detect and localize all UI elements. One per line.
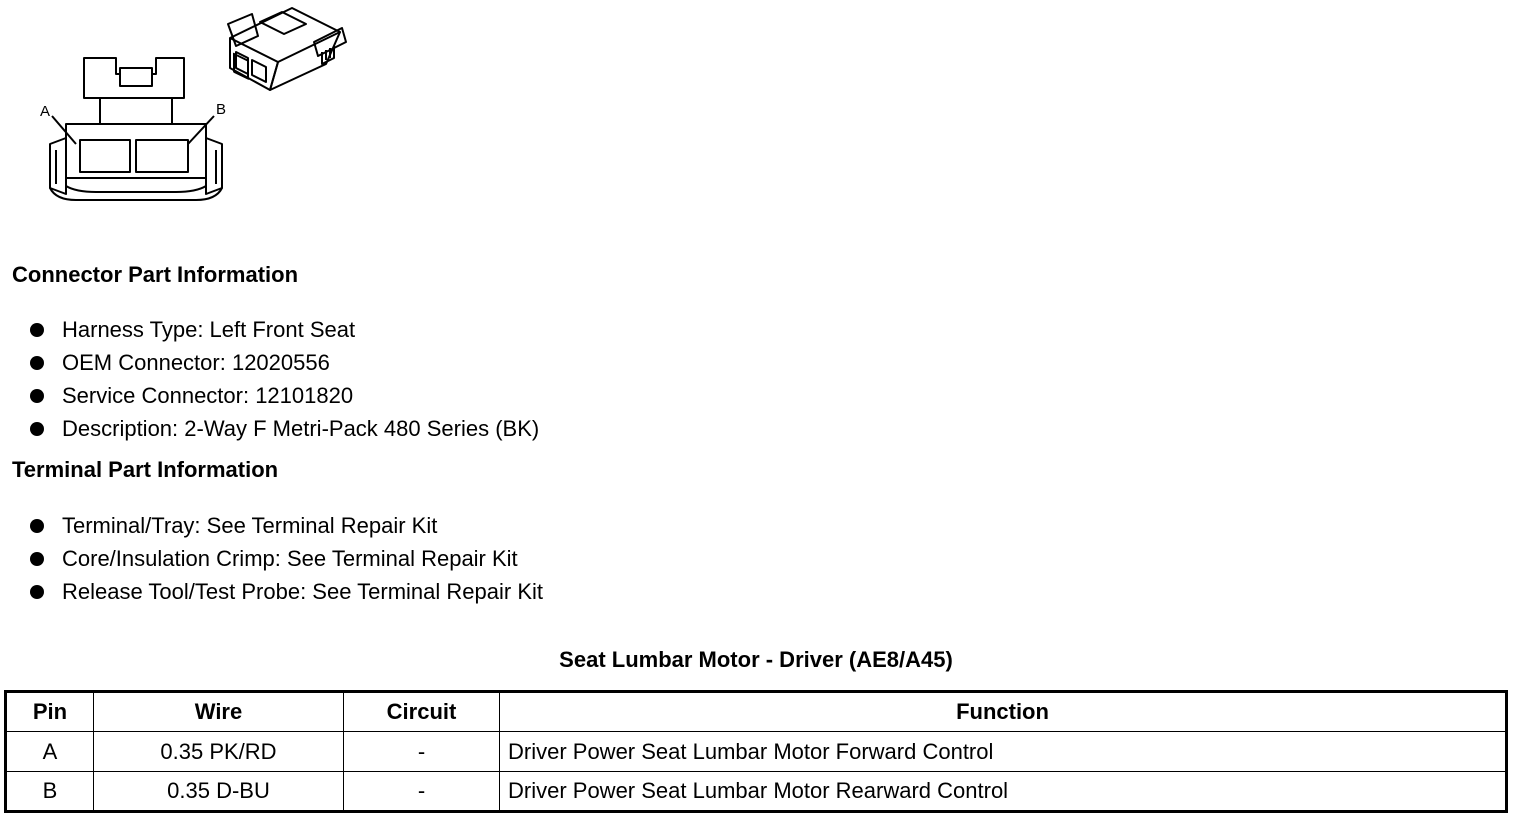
table-row [6,732,1507,772]
circuit-cell: - [344,732,500,772]
bullet-icon [30,585,44,599]
connector-isometric-view-diagram [222,2,358,94]
function-cell: Driver Power Seat Lumbar Motor Rearward Control [500,772,1507,812]
list-item-text: Core/Insulation Crimp: See Terminal Repair Kit [62,546,518,571]
list-item [28,545,543,578]
terminal-info-list [28,512,543,611]
list-item [28,349,539,382]
pin-cell: B [6,772,94,812]
list-item [28,316,539,349]
table-header-row [6,692,1507,732]
function-cell: Driver Power Seat Lumbar Motor Forward Control [500,732,1507,772]
bullet-icon [30,356,44,370]
list-item-text: Release Tool/Test Probe: See Terminal Repair Kit [62,579,543,604]
bullet-icon [30,519,44,533]
column-header-wire: Wire [94,692,344,732]
connector-info-list [28,316,539,448]
list-item [28,578,543,611]
column-header-pin: Pin [6,692,94,732]
list-item [28,512,543,545]
bullet-icon [30,552,44,566]
wire-cell: 0.35 D-BU [94,772,344,812]
pinout-table-title: Seat Lumbar Motor - Driver (AE8/A45) [559,647,953,672]
list-item [28,382,539,415]
wire-cell: 0.35 PK/RD [94,732,344,772]
list-item-text: Description: 2-Way F Metri-Pack 480 Series (BK) [62,416,540,441]
pin-a-label: A [40,103,51,120]
pinout-table [4,690,1508,813]
bullet-icon [30,389,44,403]
connector-front-view-diagram [36,54,236,210]
circuit-cell: - [344,772,500,812]
column-header-circuit: Circuit [344,692,500,732]
list-item-text: Harness Type: Left Front Seat [62,317,356,342]
list-item-text: Service Connector: 12101820 [62,383,354,408]
list-item-text: Terminal/Tray: See Terminal Repair Kit [62,513,438,538]
list-item [28,415,539,448]
list-item-text: OEM Connector: 12020556 [62,350,330,375]
connector-info-heading: Connector Part Information [12,262,299,287]
terminal-info-heading: Terminal Part Information [12,457,279,482]
bullet-icon [30,422,44,436]
pin-cell: A [6,732,94,772]
column-header-function: Function [500,692,1507,732]
pin-b-label: B [216,101,227,118]
bullet-icon [30,323,44,337]
table-row [6,772,1507,812]
